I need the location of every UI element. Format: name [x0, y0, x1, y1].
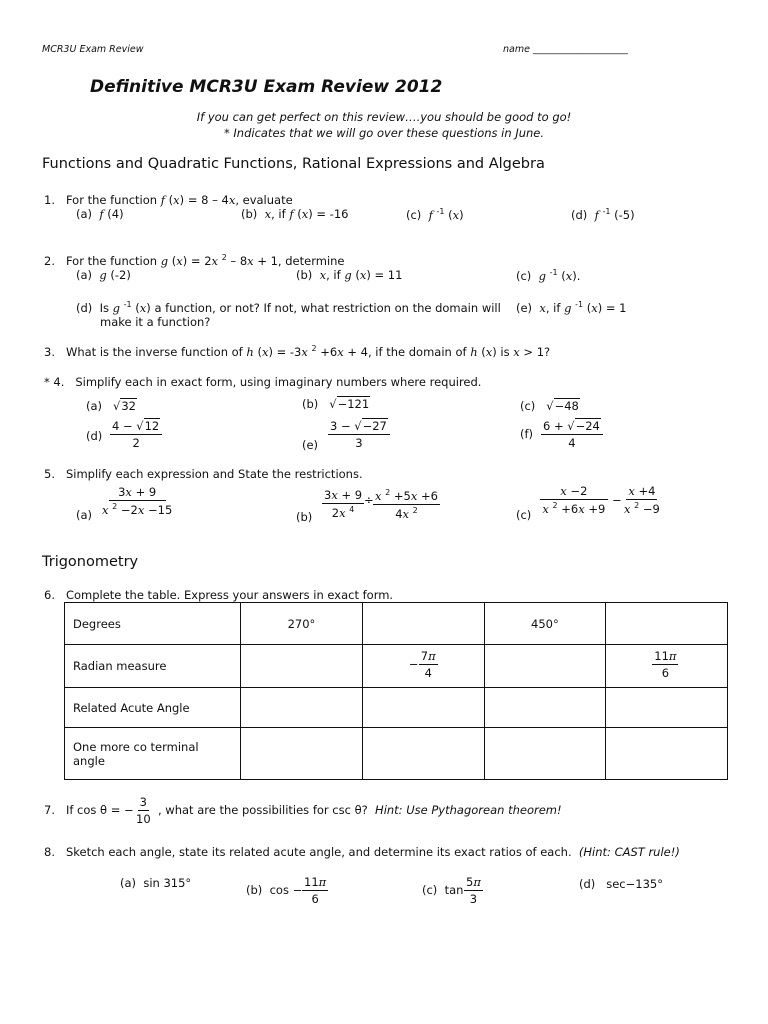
- q7-frac: $\frac{3}{10}$: [136, 795, 151, 826]
- q2c: (c) g $^{-1}$ (x).: [516, 268, 581, 283]
- cell-empty: [241, 645, 363, 688]
- section-heading-trigonometry: Trigonometry: [42, 554, 139, 570]
- q4f-label: (f): [520, 427, 534, 441]
- q1: 1. For the function f (x) = 8 – 4x, evaluate: [44, 193, 293, 207]
- q2: 2. For the function g (x) = 2x $^2$ – 8x + 1, determine: [44, 253, 345, 268]
- cell-neg-7pi-4: − $\frac{7\pi}{4}$: [362, 645, 484, 688]
- q8: [44, 845, 680, 859]
- table-row: [65, 645, 728, 688]
- q6: [44, 588, 393, 602]
- course-header: MCR3U Exam Review: [42, 44, 144, 55]
- q4e-frac: $\frac{3 - √-27}{3}$: [328, 418, 390, 450]
- table-row: [65, 728, 728, 780]
- angle-table: [64, 602, 728, 780]
- q5b-frac2: $\frac{x ^2 +5x +6}{4x ^2}$: [375, 488, 438, 521]
- q5c-label: (c): [516, 508, 532, 522]
- row-label-degrees: Degrees: [65, 603, 241, 645]
- q8c-frac: $\frac{5\pi}{3}$: [466, 875, 481, 906]
- q7-hint: Hint: Use Pythagorean theorem!: [375, 803, 562, 817]
- q5c-frac2: $\frac{x +4}{x ^2 -9}$: [624, 484, 660, 516]
- q4a: (a) √32: [86, 399, 136, 413]
- q4-star: * 4.: [44, 375, 65, 389]
- q1b: (b) x, if f (x) = -16: [241, 207, 349, 221]
- q5b-frac1: $\frac{3x + 9}{2x ^4}$: [324, 488, 363, 520]
- q1a: (a) f (4): [76, 207, 124, 221]
- q1d: (d) f $^{-1}$ (-5): [571, 207, 635, 222]
- q2-number: 2.: [44, 253, 55, 268]
- q5c-frac1: $\frac{x -2}{x ^2 +6x +9}$: [540, 484, 608, 516]
- q5b-div: ÷: [364, 493, 374, 507]
- subtitle-line1: If you can get perfect on this review….you should be good to go!: [196, 110, 572, 124]
- q2d: (d) Is g $^{-1}$ (x) a function, or not? If not, what restriction on the domain will: [76, 300, 501, 315]
- q6-text: Complete the table. Express your answers in exact form.: [65, 588, 394, 602]
- cell-empty: [484, 645, 606, 688]
- q5a-label: (a): [76, 508, 93, 522]
- table-row: [65, 603, 728, 645]
- q8b-label: (b) cos −: [246, 883, 303, 897]
- q4b: (b) √−121: [302, 397, 370, 411]
- q4e-label: (e): [302, 438, 319, 452]
- q4d-label: (d): [86, 429, 103, 443]
- q8-text: Sketch each angle, state its related acute angle, and determine its exact ratios of each.: [65, 845, 572, 859]
- q5-text: Simplify each expression and State the restrictions.: [65, 467, 363, 481]
- q2d-text: a function, or not? If not, what restriction on the domain will: [154, 300, 501, 315]
- q8-number: 8.: [44, 845, 55, 859]
- cell-270: 270°: [241, 603, 363, 645]
- q8b-frac: $\frac{11\pi}{6}$: [304, 875, 327, 906]
- q5a-frac: $\frac{3x + 9}{x ^2 -2x -15}$: [102, 485, 173, 517]
- q7: 7. If cos θ = −: [44, 803, 134, 817]
- q7-text: , what are the possibilities for csc θ? Hint: Use Pythagorean theorem!: [158, 803, 562, 817]
- q4f-frac: $\frac{6 + √-24}{4}$: [541, 418, 603, 450]
- row-label-acute: Related Acute Angle: [65, 688, 241, 728]
- q3-number: 3.: [44, 344, 55, 359]
- q1c: (c) f $^{-1}$ (x): [406, 207, 464, 222]
- q5c-minus: −: [612, 493, 622, 507]
- q1-evaluate: evaluate: [242, 193, 293, 207]
- q4c: (c) √−48: [520, 399, 579, 413]
- subtitle-line2: * Indicates that we will go over these questions in June.: [223, 126, 545, 140]
- cell-empty: [606, 603, 728, 645]
- page-title: Definitive MCR3U Exam Review 2012: [90, 77, 443, 97]
- q8-hint: (Hint: CAST rule!): [578, 845, 680, 859]
- q3: 3. What is the inverse function of h (x) = -3x $^2$ +6x + 4, if the domain of h (x) is x > 1?: [44, 344, 551, 359]
- q8a: (a) sin 315°: [120, 876, 192, 890]
- q2-determine: determine: [285, 253, 345, 268]
- q5b-label: (b): [296, 510, 313, 524]
- q4: [44, 375, 481, 389]
- q7-number: 7.: [44, 803, 55, 817]
- q2e: (e) x, if g $^{-1}$ (x) = 1: [516, 300, 627, 315]
- q8c-label: (c) tan: [422, 883, 464, 897]
- table-row: [65, 688, 728, 728]
- q8d: (d) sec−135°: [579, 877, 663, 891]
- cell-empty: [362, 603, 484, 645]
- q3-text: What is the inverse function of: [65, 344, 243, 359]
- q5-number: 5.: [44, 467, 55, 481]
- row-label-coterminal: One more co terminal angle: [65, 728, 241, 780]
- q6-number: 6.: [44, 588, 55, 602]
- q2b: (b) x, if g (x) = 11: [296, 268, 403, 282]
- cell-11pi-6: $\frac{11\pi}{6}$: [606, 645, 728, 688]
- q2a: (a) g (-2): [76, 268, 131, 282]
- q4d-frac: $\frac{4 - √12}{2}$: [110, 418, 162, 450]
- row-label-radian: Radian measure: [65, 645, 241, 688]
- q5: [44, 467, 363, 481]
- cell-450: 450°: [484, 603, 606, 645]
- section-heading-functions: Functions and Quadratic Functions, Rational Expressions and Algebra: [42, 156, 545, 172]
- q4-text: Simplify each in exact form, using imaginary numbers where required.: [75, 375, 482, 389]
- name-line: name ____________________: [503, 44, 628, 55]
- q1-number: 1.: [44, 193, 55, 207]
- q2d-text2: make it a function?: [100, 315, 211, 329]
